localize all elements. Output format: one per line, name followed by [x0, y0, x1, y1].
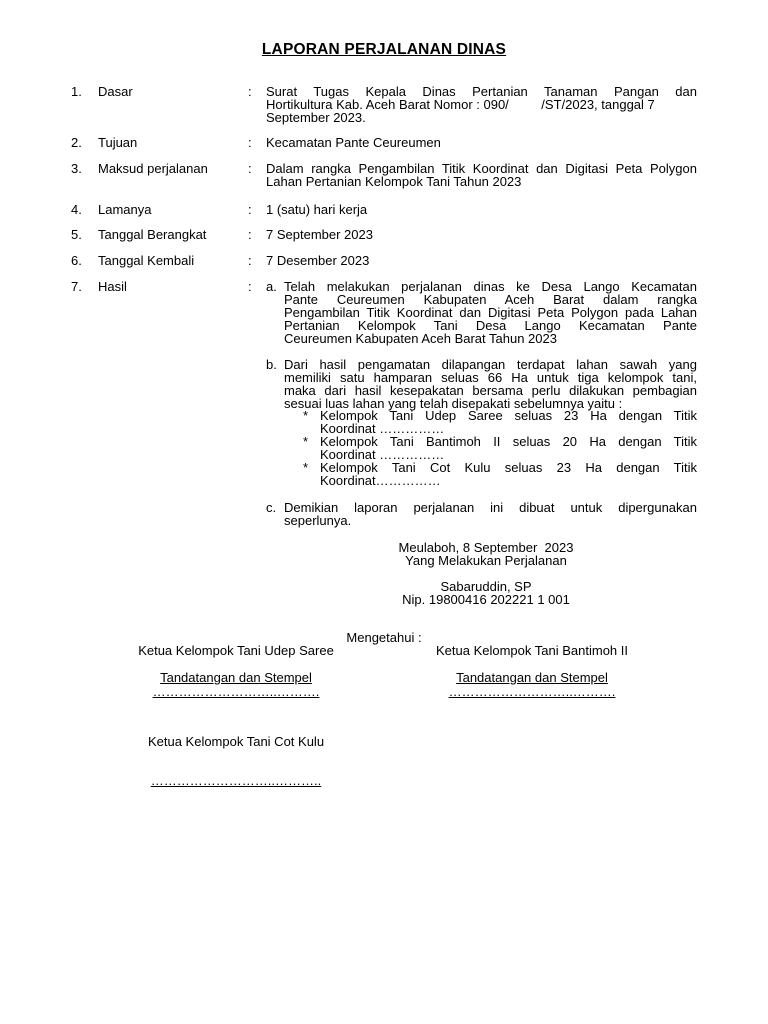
- hasil-text: [284, 358, 697, 410]
- hasil-line: maka dari hasil kesepakatan bersama perlu dilakukan pembagian: [284, 383, 697, 398]
- bullet-star: *: [303, 408, 309, 423]
- hasil-line: Pengambilan Titik Koordinat dan Digitasi Peta Polygon pada Lahan: [284, 305, 697, 320]
- hasil-line: memiliki satu hamparan seluas 66 Ha untuk tiga kelompok tani,: [284, 370, 697, 385]
- item-value: [266, 136, 697, 149]
- document-title: LAPORAN PERJALANAN DINAS: [261, 41, 507, 58]
- signer-role: Yang Melakukan Perjalanan: [405, 553, 567, 568]
- item-number: 1.: [71, 84, 82, 99]
- bullet-line: Koordinat ……………: [320, 421, 445, 436]
- signer-name: Sabaruddin, SP: [440, 579, 532, 594]
- left-signature-line: ………………………..……….: [152, 684, 320, 699]
- item-colon: :: [248, 253, 252, 268]
- bullet-star: *: [303, 434, 309, 449]
- bullet-line: Koordinat……………: [320, 473, 441, 488]
- hasil-line: Dari hasil pengamatan dilapangan terdapat lahan sawah yang: [284, 357, 697, 372]
- value-line: Hortikultura Kab. Aceh Barat Nomor : 090/ /ST/2023, tanggal 7: [266, 97, 655, 112]
- left-sign-label: Tandatangan dan Stempel: [160, 670, 312, 685]
- item-value: [266, 228, 697, 241]
- item-value: [266, 162, 697, 188]
- value-line: Lahan Pertanian Kelompok Tani Tahun 2023: [266, 174, 522, 189]
- hasil-line: Pertanian Kelompok Tani Desa Lango Kecamatan Pante: [284, 318, 697, 333]
- bullet-line: Kelompok Tani Cot Kulu seluas 23 Ha dengan Titik: [320, 460, 697, 475]
- left-leader-title: Ketua Kelompok Tani Udep Saree: [138, 643, 334, 658]
- hasil-letter: a.: [266, 279, 277, 294]
- hasil-line: Demikian laporan perjalanan ini dibuat untuk dipergunakan: [284, 500, 697, 515]
- hasil-letter: b.: [266, 357, 277, 372]
- item-colon: :: [248, 84, 252, 99]
- hasil-line: Ceureumen Kabupaten Aceh Barat Tahun 2023: [284, 331, 557, 346]
- item-label: Tujuan: [98, 135, 138, 150]
- bullet-line: Kelompok Tani Bantimoh II seluas 20 Ha dengan Titik: [320, 434, 697, 449]
- bullet-line: Kelompok Tani Udep Saree seluas 23 Ha dengan Titik: [320, 408, 697, 423]
- signer-nip: Nip. 19800416 202221 1 001: [402, 592, 570, 607]
- value-line: September 2023.: [266, 110, 366, 125]
- hasil-text: [284, 501, 697, 527]
- hasil-line: Telah melakukan perjalanan dinas ke Desa Lango Kecamatan: [284, 279, 697, 294]
- bullet-line: Koordinat ……………: [320, 447, 445, 462]
- hasil-line: Pante Ceureumen Kabupaten Aceh Barat dalam rangka: [284, 292, 697, 307]
- place-date: Meulaboh, 8 September 2023: [398, 540, 574, 555]
- item-label: Tanggal Berangkat: [98, 227, 207, 242]
- value-line: 7 Desember 2023: [266, 253, 370, 268]
- item-value: [266, 254, 697, 267]
- item-colon: :: [248, 202, 252, 217]
- item-colon: :: [248, 161, 252, 176]
- item-number: 4.: [71, 202, 82, 217]
- item-value: [266, 203, 697, 216]
- item-value: [266, 85, 697, 124]
- value-line: 1 (satu) hari kerja: [266, 202, 368, 217]
- bullet-text: [320, 409, 697, 435]
- signature-block: [380, 541, 592, 606]
- hasil-line: sesuai luas lahan yang telah disepakati sebelumnya yaitu :: [284, 396, 623, 411]
- hasil-letter: c.: [266, 500, 277, 515]
- item-colon: :: [248, 135, 252, 150]
- acknowledge-heading: Mengetahui :: [346, 630, 422, 645]
- hasil-text: [284, 280, 697, 345]
- item-number: 5.: [71, 227, 82, 242]
- bullet-star: *: [303, 460, 309, 475]
- item-label: Dasar: [98, 84, 133, 99]
- bottom-signature-line: ………………………..………..: [150, 773, 322, 788]
- item-label: Maksud perjalanan: [98, 161, 208, 176]
- value-line: Surat Tugas Kepala Dinas Pertanian Tanaman Pangan dan: [266, 84, 697, 99]
- hasil-line: seperlunya.: [284, 513, 352, 528]
- item-colon: :: [248, 227, 252, 242]
- right-leader-title: Ketua Kelompok Tani Bantimoh II: [436, 643, 628, 658]
- value-line: Dalam rangka Pengambilan Titik Koordinat dan Digitasi Peta Polygon: [266, 161, 697, 176]
- item-number: 7.: [71, 279, 82, 294]
- item-label: Hasil: [98, 279, 127, 294]
- item-label: Tanggal Kembali: [98, 253, 195, 268]
- item-label: Lamanya: [98, 202, 152, 217]
- bottom-leader-title: Ketua Kelompok Tani Cot Kulu: [147, 734, 325, 749]
- bullet-text: [320, 435, 697, 461]
- item-colon: :: [248, 279, 252, 294]
- value-line: Kecamatan Pante Ceureumen: [266, 135, 441, 150]
- item-number: 6.: [71, 253, 82, 268]
- value-line: 7 September 2023: [266, 227, 373, 242]
- right-sign-label: Tandatangan dan Stempel: [456, 670, 608, 685]
- item-number: 2.: [71, 135, 82, 150]
- item-number: 3.: [71, 161, 82, 176]
- bullet-text: [320, 461, 697, 487]
- right-signature-line: ………………………..……….: [448, 684, 616, 699]
